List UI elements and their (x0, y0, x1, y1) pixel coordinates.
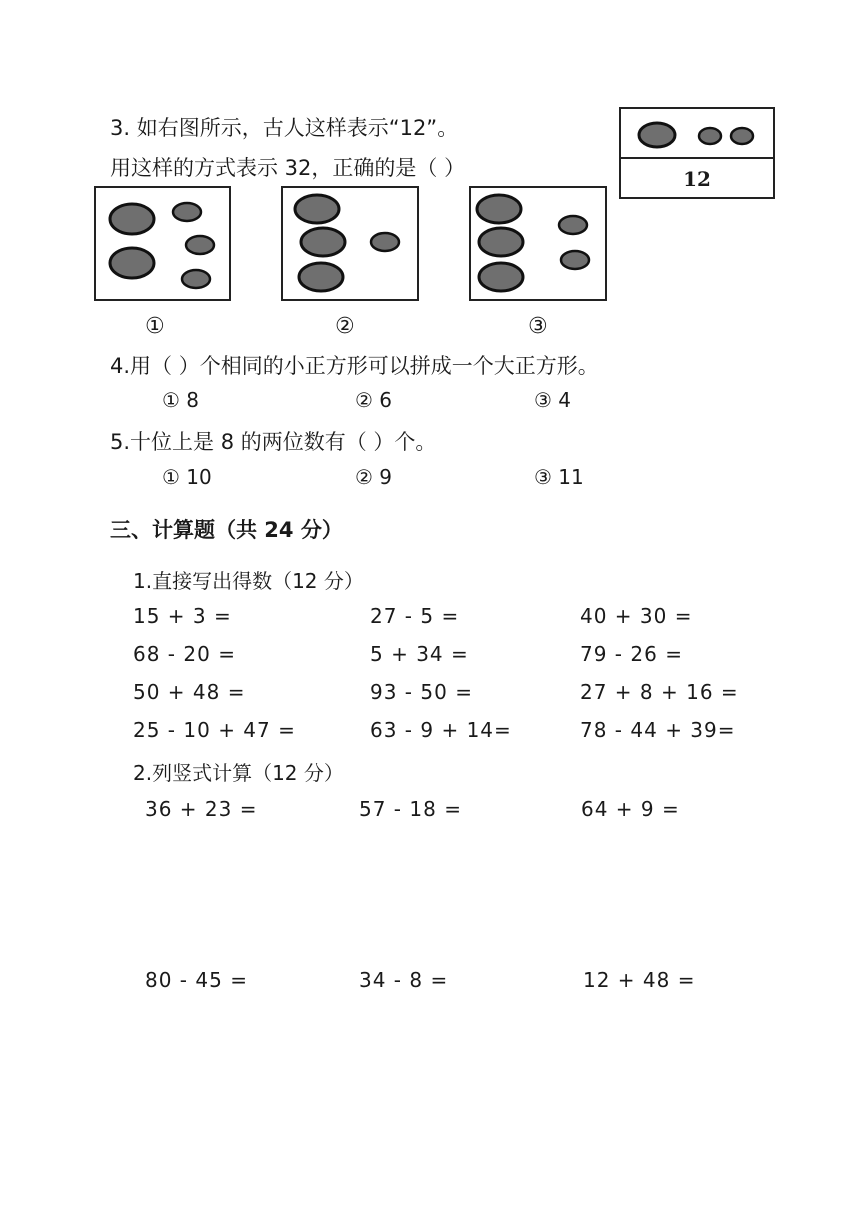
calc-item: 25 - 10 + 47 = (133, 718, 296, 742)
q5-option-2[interactable]: ② 9 (355, 465, 393, 489)
big-stone (299, 263, 343, 291)
big-stone (301, 228, 345, 256)
big-stone (477, 195, 521, 223)
big-stone (479, 263, 523, 291)
calc-item: 63 - 9 + 14= (370, 718, 512, 742)
calc-item: 50 + 48 = (133, 680, 246, 704)
vertical-calc-item: 34 - 8 = (359, 968, 449, 992)
q4-option-1[interactable]: ① 8 (162, 388, 200, 412)
option-3-figure[interactable] (469, 186, 607, 301)
q4-text: 4.用（ ）个相同的小正方形可以拼成一个大正方形。 (110, 354, 599, 378)
big-stone (295, 195, 339, 223)
small-stone (731, 128, 753, 144)
calc-item: 15 + 3 = (133, 604, 232, 628)
option-2-mark[interactable]: ② (335, 314, 355, 339)
option-1-stones (96, 188, 229, 299)
vertical-calc-item: 36 + 23 = (145, 797, 258, 821)
vertical-calc-item: 64 + 9 = (581, 797, 680, 821)
vertical-calc-item: 57 - 18 = (359, 797, 462, 821)
big-stone (479, 228, 523, 256)
vertical-calc-item: 80 - 45 = (145, 968, 248, 992)
part-1-title: 1.直接写出得数（12 分） (133, 569, 364, 593)
q5-option-3[interactable]: ③ 11 (534, 465, 584, 489)
small-stone (371, 233, 399, 251)
calc-item: 68 - 20 = (133, 642, 236, 666)
option-3-mark[interactable]: ③ (528, 314, 548, 339)
q5-option-1[interactable]: ① 10 (162, 465, 212, 489)
option-3-stones (471, 188, 605, 299)
option-2-figure[interactable] (281, 186, 419, 301)
section-3-title: 三、计算题（共 24 分） (110, 518, 343, 542)
example-stones (621, 109, 773, 159)
option-1-mark[interactable]: ① (145, 314, 165, 339)
calc-item: 27 + 8 + 16 = (580, 680, 739, 704)
q5-text: 5.十位上是 8 的两位数有（ ）个。 (110, 430, 437, 454)
small-stone (182, 270, 210, 288)
big-stone (110, 204, 154, 234)
calc-item: 27 - 5 = (370, 604, 460, 628)
q3-line1: 3. 如右图所示，古人这样表示“12”。 (110, 116, 459, 140)
example-stones-svg (621, 109, 773, 157)
calc-item: 79 - 26 = (580, 642, 683, 666)
small-stone (186, 236, 214, 254)
part-2-title: 2.列竖式计算（12 分） (133, 761, 344, 785)
option-2-stones (283, 188, 417, 299)
small-stone (559, 216, 587, 234)
calc-item: 40 + 30 = (580, 604, 693, 628)
small-stone (699, 128, 721, 144)
example-label: 12 (683, 167, 711, 191)
big-stone (110, 248, 154, 278)
small-stone (173, 203, 201, 221)
calc-item: 5 + 34 = (370, 642, 469, 666)
option-1-figure[interactable] (94, 186, 231, 301)
q4-option-3[interactable]: ③ 4 (534, 388, 572, 412)
q3-line2: 用这样的方式表示 32，正确的是（ ） (110, 156, 466, 180)
calc-item: 78 - 44 + 39= (580, 718, 736, 742)
vertical-calc-item: 12 + 48 = (583, 968, 696, 992)
q4-option-2[interactable]: ② 6 (355, 388, 393, 412)
small-stone (561, 251, 589, 269)
big-stone (639, 123, 675, 147)
calc-item: 93 - 50 = (370, 680, 473, 704)
example-figure (619, 107, 775, 199)
